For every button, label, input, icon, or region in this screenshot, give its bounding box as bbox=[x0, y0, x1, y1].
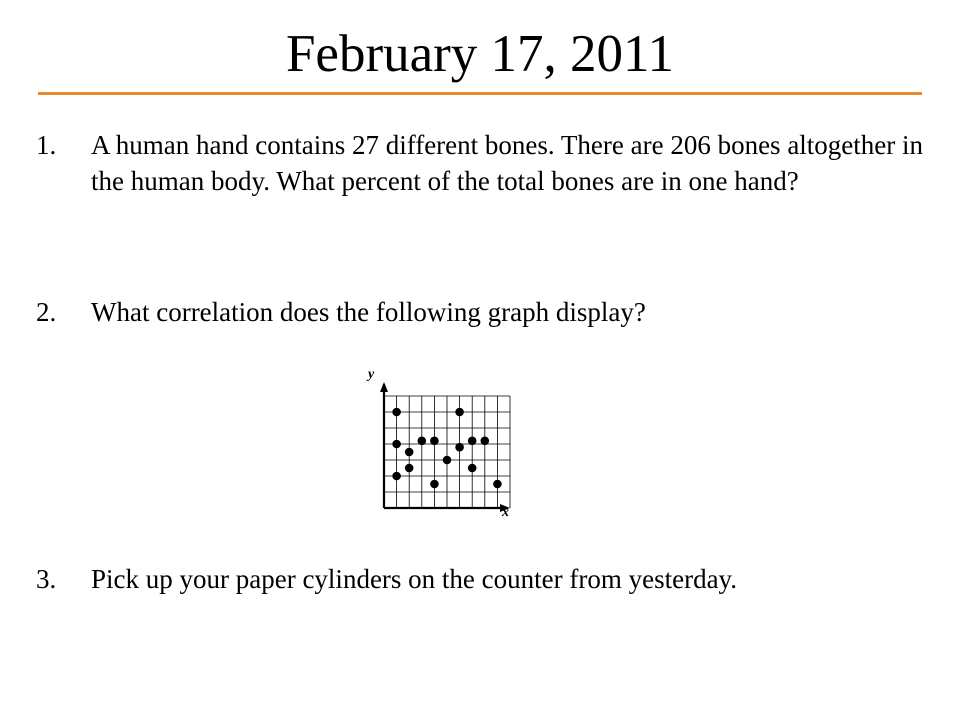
data-point bbox=[430, 437, 439, 446]
data-point bbox=[455, 443, 464, 452]
y-axis-label: y bbox=[368, 367, 375, 382]
data-point bbox=[392, 408, 401, 417]
data-point bbox=[418, 437, 427, 446]
question-number: 3. bbox=[36, 564, 57, 594]
question-text: A human hand contains 27 different bones. There are 206 bones altogether in the human body. What percent of the total bones are in one hand? bbox=[91, 130, 924, 196]
question-text: What correlation does the following graph display? bbox=[91, 297, 646, 327]
data-point bbox=[405, 448, 414, 457]
data-point bbox=[468, 464, 477, 473]
data-point bbox=[493, 480, 502, 489]
grid bbox=[384, 396, 510, 508]
data-point bbox=[405, 464, 414, 473]
question-number: 2. bbox=[36, 297, 57, 327]
data-point bbox=[481, 437, 490, 446]
data-point bbox=[468, 437, 477, 446]
data-point bbox=[443, 456, 452, 465]
scatter-plot bbox=[360, 360, 520, 520]
data-point bbox=[455, 408, 464, 417]
page-title: February 17, 2011 bbox=[285, 25, 675, 83]
data-point bbox=[392, 472, 401, 481]
title-divider bbox=[38, 92, 922, 95]
data-point bbox=[430, 480, 439, 489]
question-text: Pick up your paper cylinders on the counter from yesterday. bbox=[91, 564, 738, 594]
question-number: 1. bbox=[36, 130, 57, 160]
x-axis-label: x bbox=[502, 505, 509, 520]
data-point bbox=[392, 440, 401, 449]
y-axis-arrow-icon bbox=[380, 382, 388, 392]
